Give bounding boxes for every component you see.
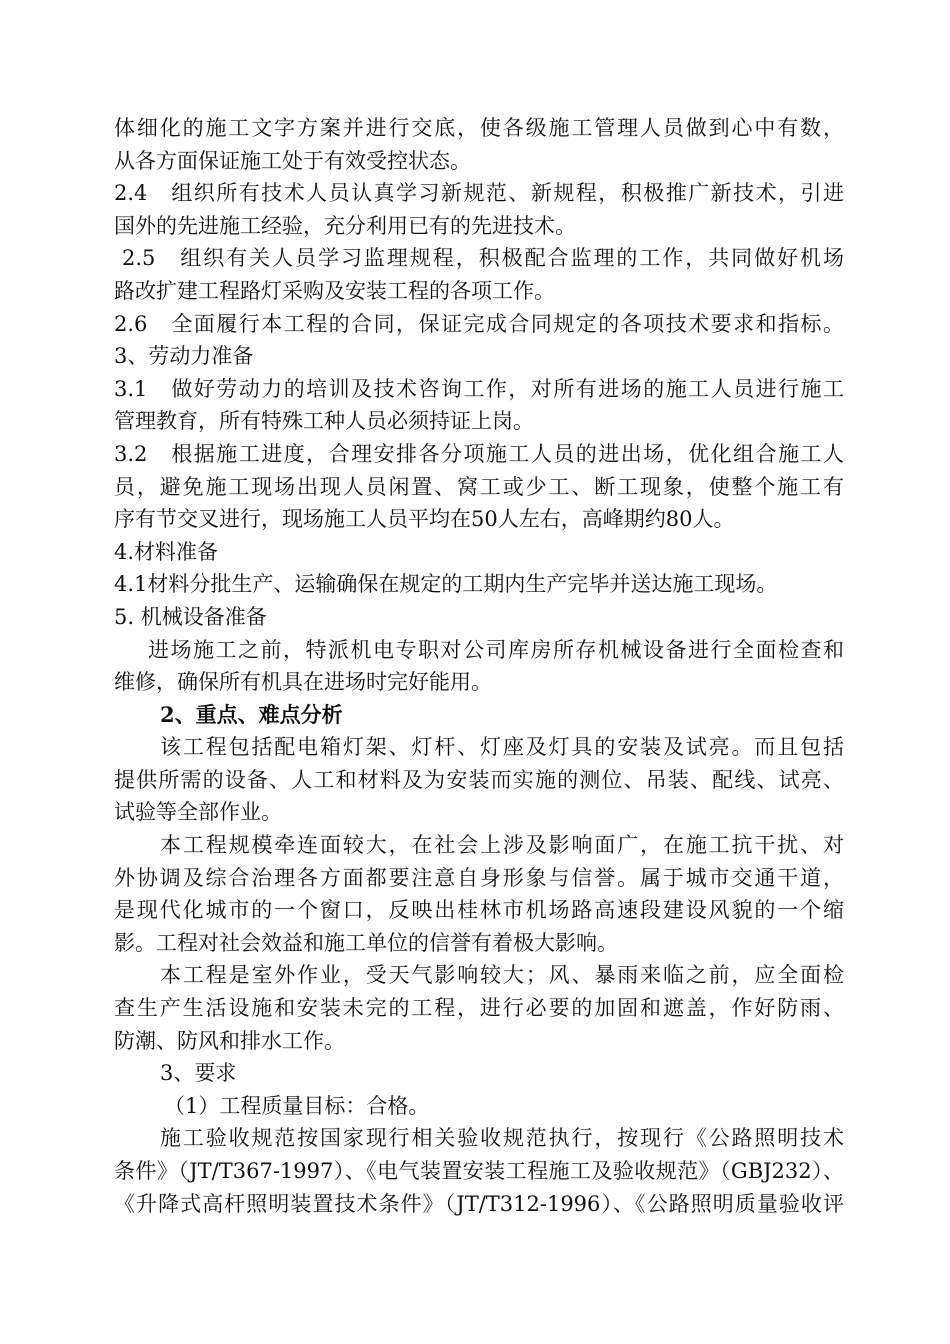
text-line: 管理教育，所有特殊工种人员必须持证上岗。: [114, 409, 534, 434]
text-line: 从各方面保证施工处于有效受控状态。: [114, 148, 471, 173]
text-line: 体细化的施工文字方案并进行交底，使各级施工管理人员做到心中有数，: [114, 116, 844, 140]
text-line: 4.1材料分批生产、运输确保在规定的工期内生产完毕并送达施工现场。: [114, 572, 778, 597]
text-line: 是现代化城市的一个窗口，反映出桂林市机场路高速段建设风貌的一个缩: [114, 898, 844, 923]
section-heading: 3、劳动力准备: [114, 344, 254, 369]
document-page: [114, 112, 844, 1220]
text-line: 路改扩建工程路灯采购及安装工程的各项工作。: [114, 278, 555, 303]
text-line: 2.5 组织有关人员学习监理规程，积极配合监理的工作，共同做好机场: [122, 246, 844, 271]
text-line: 3.1 做好劳动力的培训及技术咨询工作，对所有进场的施工人员进行施工: [114, 376, 844, 401]
text-line: 试验等全部作业。: [114, 800, 282, 825]
text-line: 员，避免施工现场出现人员闲置、窝工或少工、断工现象，使整个施工有: [114, 474, 844, 499]
text-line: 序有节交叉进行，现场施工人员平均在50人左右，高峰期约80人。: [114, 507, 735, 532]
text-line: 进场施工之前，特派机电专职对公司库房所存机械设备进行全面检查和: [148, 637, 844, 662]
text-line: 本工程是室外作业，受天气影响较大；风、暴雨来临之前，应全面检: [160, 963, 844, 988]
section-heading: 5. 机械设备准备: [114, 604, 267, 629]
text-line: 施工验收规范按国家现行相关验收规范执行，按现行《公路照明技术: [160, 1126, 844, 1151]
text-line: 该工程包括配电箱灯架、灯杆、灯座及灯具的安装及试亮。而且包括: [160, 735, 844, 760]
text-line: 提供所需的设备、人工和材料及为安装而实施的测位、吊装、配线、试亮、: [114, 767, 844, 792]
text-line: 本工程规模牵连面较大，在社会上涉及影响面广，在施工抗干扰、对: [160, 833, 844, 858]
section-heading: 4.材料准备: [114, 539, 219, 564]
section-heading: 2、重点、难点分析: [160, 701, 343, 727]
text-line: 防潮、防风和排水工作。: [114, 1028, 345, 1053]
text-line: 2.4 组织所有技术人员认真学习新规范、新规程，积极推广新技术，引进: [114, 181, 844, 206]
text-line: 条件》（JT/T367-1997）、《电气装置安装工程施工及验收规范》（GBJ232）、: [114, 1159, 844, 1183]
text-line: 影。工程对社会效益和施工单位的信誉有着极大影响。: [114, 930, 618, 955]
text-line: 2.6 全面履行本工程的合同，保证完成合同规定的各项技术要求和指标。: [114, 311, 844, 336]
text-line: 外协调及综合治理各方面都要注意自身形象与信誉。属于城市交通干道，: [114, 865, 844, 890]
text-line: （1）工程质量目标：合格。: [164, 1093, 430, 1118]
text-line: 3.2 根据施工进度，合理安排各分项施工人员的进出场，优化组合施工人: [114, 441, 844, 466]
section-heading: 3、要求: [160, 1061, 237, 1086]
text-line: 查生产生活设施和安装未完的工程，进行必要的加固和遮盖，作好防雨、: [114, 996, 844, 1021]
text-line: 维修，确保所有机具在进场时完好能用。: [114, 670, 492, 695]
text-line: 《升降式高杆照明装置技术条件》（JT/T312-1996）、《公路照明质量验收评: [114, 1191, 844, 1216]
text-line: 国外的先进施工经验，充分利用已有的先进技术。: [114, 213, 576, 238]
